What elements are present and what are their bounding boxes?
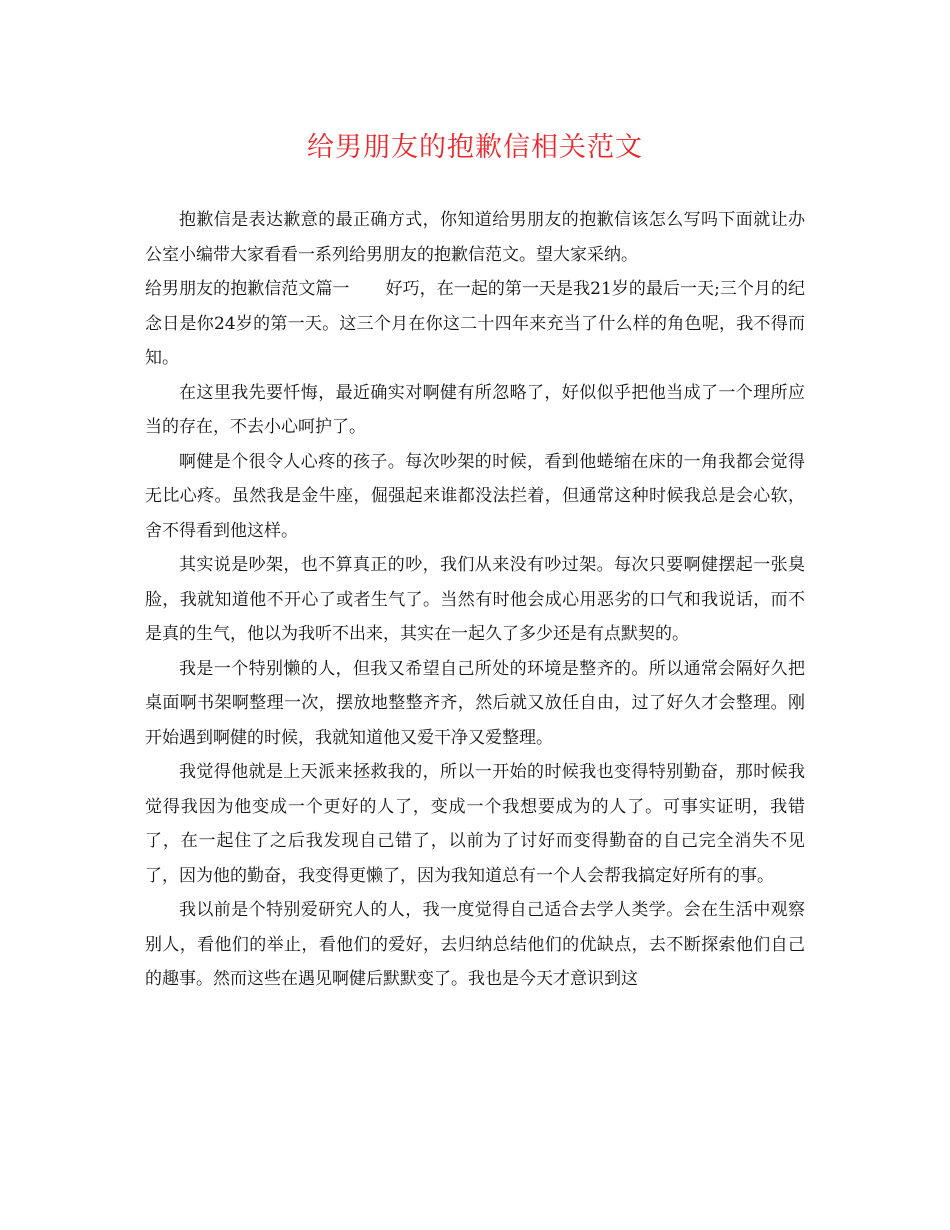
body-paragraph: 我以前是个特别爱研究人的人，我一度觉得自己适合去学人类学。会在生活中观察别人，看他们的举止，看他们的爱好，去归纳总结他们的优缺点，去不断探索他们自己的趣事。然而这些在遇见啊健后默默变了。我也是今天才意识到这 <box>145 900 805 989</box>
section-first-paragraph <box>145 272 805 376</box>
document-title: 给男朋友的抱歉信相关范文 <box>307 132 643 163</box>
body-paragraph: 啊健是个很令人心疼的孩子。每次吵架的时候，看到他蜷缩在床的一角我都会觉得无比心疼。虽然我是金牛座，倔强起来谁都没法拦着，但通常这种时候我总是会心软，舍不得看到他这样。 <box>145 451 805 541</box>
body-paragraph: 我是一个特别懒的人，但我又希望自己所处的环境是整齐的。所以通常会隔好久把桌面啊书架啊整理一次，摆放地整整齐齐，然后就又放任自由，过了好久才会整理。刚开始遇到啊健的时候，我就知道他又爱干净又爱整理。 <box>145 658 805 748</box>
intro-paragraph: 抱歉信是表达歉意的最正确方式，你知道给男朋友的抱歉信该怎么写吗下面就让办公室小编带大家看看一系列给男朋友的抱歉信范文。望大家采纳。 <box>145 210 805 265</box>
body-paragraph: 我觉得他就是上天派来拯救我的，所以一开始的时候我也变得特别勤奋，那时候我觉得我因为他变成一个更好的人了，变成一个我想要成为的人了。可事实证明，我错了，在一起住了之后我发现自己错了，以前为了讨好而变得勤奋的自己完全消失不见了，因为他的勤奋，我变得更懒了，因为我知道总有一个人会帮我搞定好所有的事。 <box>145 762 805 886</box>
body-paragraph: 在这里我先要忏悔，最近确实对啊健有所忽略了，好似似乎把他当成了一个理所应当的存在，不去小心呵护了。 <box>145 382 805 437</box>
body-paragraph: 其实说是吵架，也不算真正的吵，我们从来没有吵过架。每次只要啊健摆起一张臭脸，我就知道他不开心了或者生气了。当然有时他会成心用恶劣的口气和我说话，而不是真的生气，他以为我听不出来，其实在一起久了多少还是有点默契的。 <box>145 555 805 644</box>
section-first-text: 好巧，在一起的第一天是我21岁的最后一天;三个月的纪念日是你24岁的第一天。这三个月在你这二十四年来充当了什么样的角色呢，我不得而知。 <box>145 279 806 368</box>
document-body <box>145 203 805 997</box>
section-label: 给男朋友的抱歉信范文篇一 <box>145 279 350 299</box>
